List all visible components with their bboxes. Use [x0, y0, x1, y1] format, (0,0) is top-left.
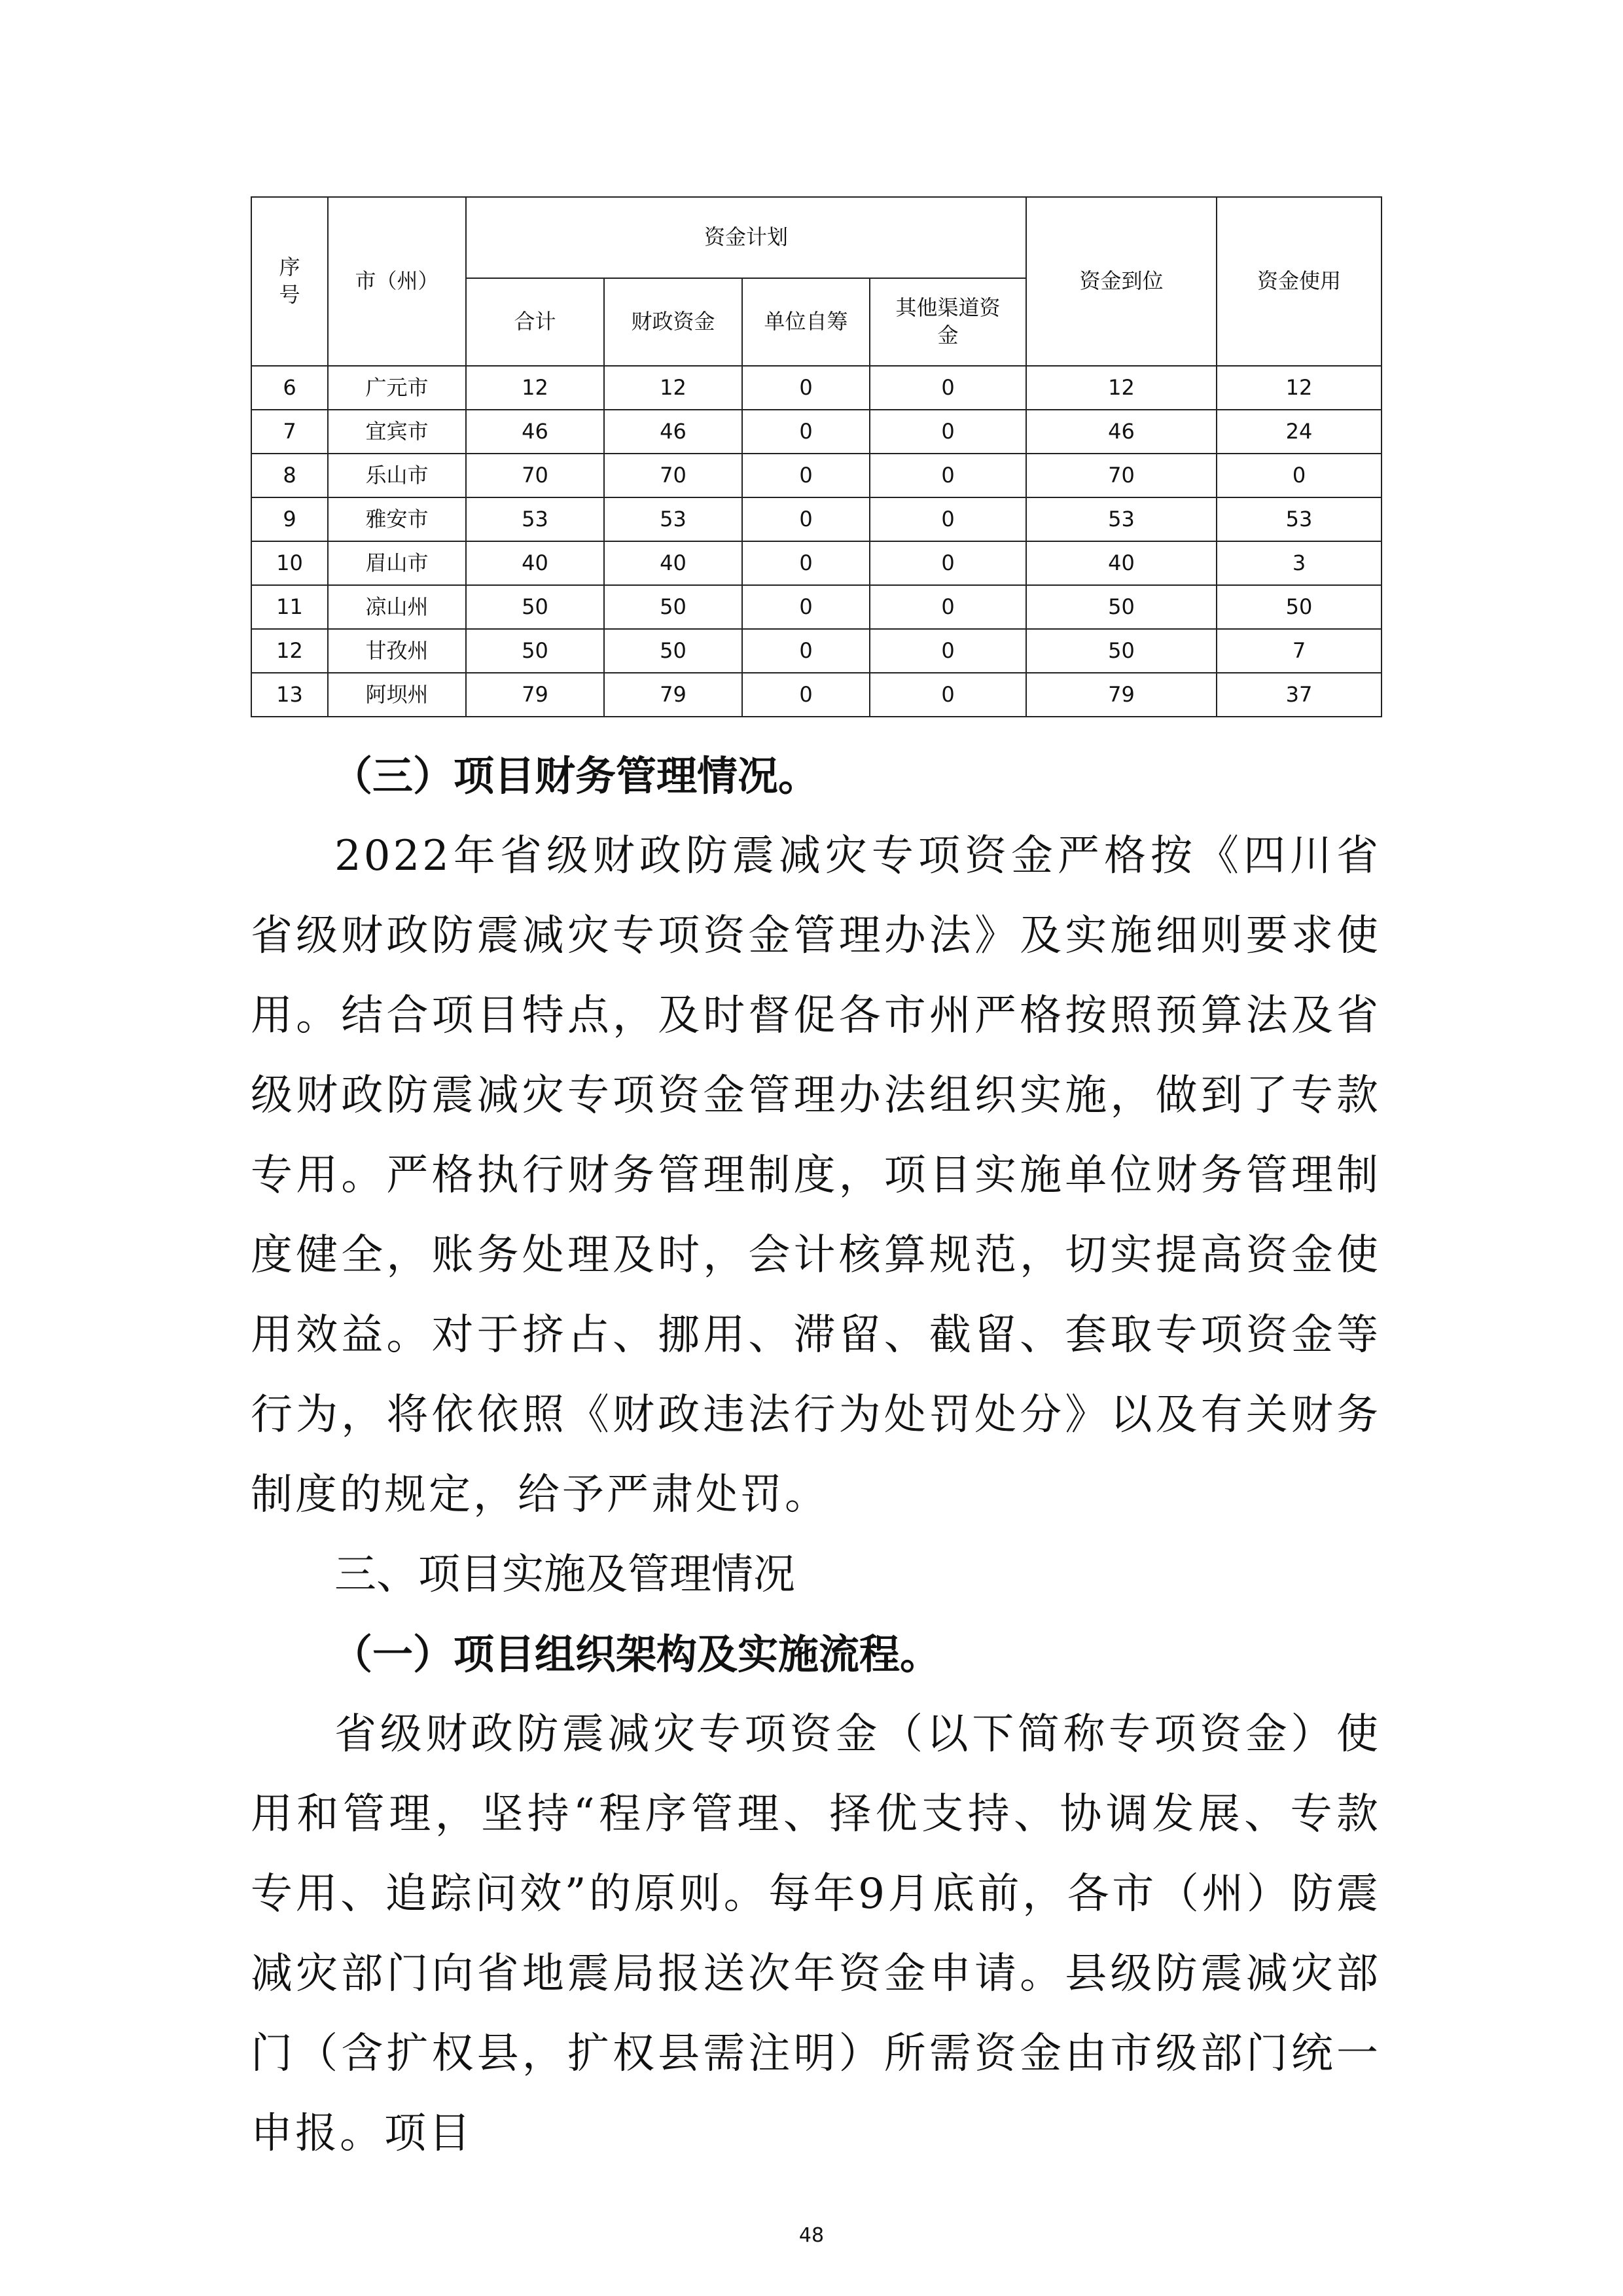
cell-used: 12: [1217, 366, 1382, 410]
table-row: [251, 541, 1382, 585]
body-text: [251, 736, 1381, 2174]
cell-other: 0: [870, 541, 1026, 585]
funding-table-container: [251, 196, 1381, 717]
cell-sum: 53: [466, 497, 604, 541]
table-row: [251, 366, 1382, 410]
cell-fiscal: 40: [604, 541, 742, 585]
cell-used: 53: [1217, 497, 1382, 541]
table-row: [251, 629, 1382, 673]
table-row: [251, 454, 1382, 497]
cell-sum: 40: [466, 541, 604, 585]
header-sum: 合计: [466, 278, 604, 366]
cell-used: 50: [1217, 585, 1382, 629]
cell-self: 0: [742, 629, 870, 673]
section3-paragraph: 2022年省级财政防震减灾专项资金严格按《四川省省级财政防震减灾专项资金管理办法》及实施细则要求使用。结合项目特点，及时督促各市州严格按照预算法及省级财政防震减灾专项资金管理办法组织实施，做到了专款专用。严格执行财务管理制度，项目实施单位财务管理制度健全，账务处理及时，会计核算规范，切实提高资金使用效益。对于挤占、挪用、滞留、截留、套取专项资金等行为，将依依照《财政违法行为处罚处分》以及有关财务制度的规定，给予严肃处罚。: [251, 832, 1381, 1519]
cell-arrived: 12: [1026, 366, 1217, 410]
header-plan-group: 资金计划: [466, 197, 1026, 278]
cell-city: 眉山市: [328, 541, 466, 585]
cell-fiscal: 70: [604, 454, 742, 497]
cell-other: 0: [870, 410, 1026, 454]
cell-arrived: 79: [1026, 673, 1217, 717]
cell-used: 37: [1217, 673, 1382, 717]
header-fiscal: 财政资金: [604, 278, 742, 366]
cell-fiscal: 12: [604, 366, 742, 410]
cell-seq: 12: [251, 629, 328, 673]
cell-fiscal: 50: [604, 585, 742, 629]
cell-seq: 6: [251, 366, 328, 410]
cell-self: 0: [742, 366, 870, 410]
cell-city: 雅安市: [328, 497, 466, 541]
cell-seq: 8: [251, 454, 328, 497]
cell-sum: 12: [466, 366, 604, 410]
cell-arrived: 46: [1026, 410, 1217, 454]
page-number: 48: [798, 2224, 825, 2247]
table-row: [251, 673, 1382, 717]
cell-seq: 10: [251, 541, 328, 585]
cell-arrived: 70: [1026, 454, 1217, 497]
cell-self: 0: [742, 454, 870, 497]
header-self: 单位自筹: [742, 278, 870, 366]
table-row: [251, 497, 1382, 541]
cell-self: 0: [742, 673, 870, 717]
cell-other: 0: [870, 585, 1026, 629]
cell-self: 0: [742, 410, 870, 454]
table-body: [251, 366, 1382, 717]
cell-used: 3: [1217, 541, 1382, 585]
funding-table: [251, 196, 1382, 717]
header-seq-line2: 号: [279, 282, 300, 307]
cell-sum: 70: [466, 454, 604, 497]
header-city: 市（州）: [328, 197, 466, 366]
cell-other: 0: [870, 454, 1026, 497]
cell-self: 0: [742, 541, 870, 585]
cell-seq: 7: [251, 410, 328, 454]
cell-city: 宜宾市: [328, 410, 466, 454]
header-seq: [251, 197, 328, 366]
table-row: [251, 410, 1382, 454]
table-row: [251, 585, 1382, 629]
cell-used: 7: [1217, 629, 1382, 673]
cell-city: 阿坝州: [328, 673, 466, 717]
cell-used: 24: [1217, 410, 1382, 454]
header-used: 资金使用: [1217, 197, 1382, 366]
cell-fiscal: 53: [604, 497, 742, 541]
cell-fiscal: 46: [604, 410, 742, 454]
cell-fiscal: 50: [604, 629, 742, 673]
cell-arrived: 50: [1026, 585, 1217, 629]
cell-sum: 79: [466, 673, 604, 717]
cell-seq: 11: [251, 585, 328, 629]
header-other: 其他渠道资金: [870, 278, 1026, 366]
cell-other: 0: [870, 629, 1026, 673]
cell-city: 广元市: [328, 366, 466, 410]
cell-seq: 9: [251, 497, 328, 541]
cell-other: 0: [870, 673, 1026, 717]
cell-sum: 50: [466, 585, 604, 629]
cell-sum: 46: [466, 410, 604, 454]
cell-seq: 13: [251, 673, 328, 717]
cell-arrived: 40: [1026, 541, 1217, 585]
cell-city: 凉山州: [328, 585, 466, 629]
cell-self: 0: [742, 497, 870, 541]
chapter3-heading: 三、项目实施及管理情况: [334, 1551, 795, 1599]
header-arrived: 资金到位: [1026, 197, 1217, 366]
cell-used: 0: [1217, 454, 1382, 497]
cell-other: 0: [870, 497, 1026, 541]
cell-fiscal: 79: [604, 673, 742, 717]
cell-arrived: 50: [1026, 629, 1217, 673]
cell-city: 乐山市: [328, 454, 466, 497]
header-seq-line1: 序: [279, 255, 300, 280]
sub1-heading: （一）项目组织架构及实施流程。: [332, 1630, 941, 1678]
table-header-row-1: [251, 197, 1382, 278]
sub1-paragraph: 省级财政防震减灾专项资金（以下简称专项资金）使用和管理，坚持“程序管理、择优支持、协调发展、专款专用、追踪问效”的原则。每年9月底前，各市（州）防震减灾部门向省地震局报送次年资金申请。县级防震减灾部门（含扩权县，扩权县需注明）所需资金由市级部门统一申报。项目: [251, 1710, 1381, 2158]
cell-self: 0: [742, 585, 870, 629]
cell-other: 0: [870, 366, 1026, 410]
cell-arrived: 53: [1026, 497, 1217, 541]
cell-sum: 50: [466, 629, 604, 673]
section3-heading: （三）项目财务管理情况。: [332, 752, 819, 800]
cell-city: 甘孜州: [328, 629, 466, 673]
